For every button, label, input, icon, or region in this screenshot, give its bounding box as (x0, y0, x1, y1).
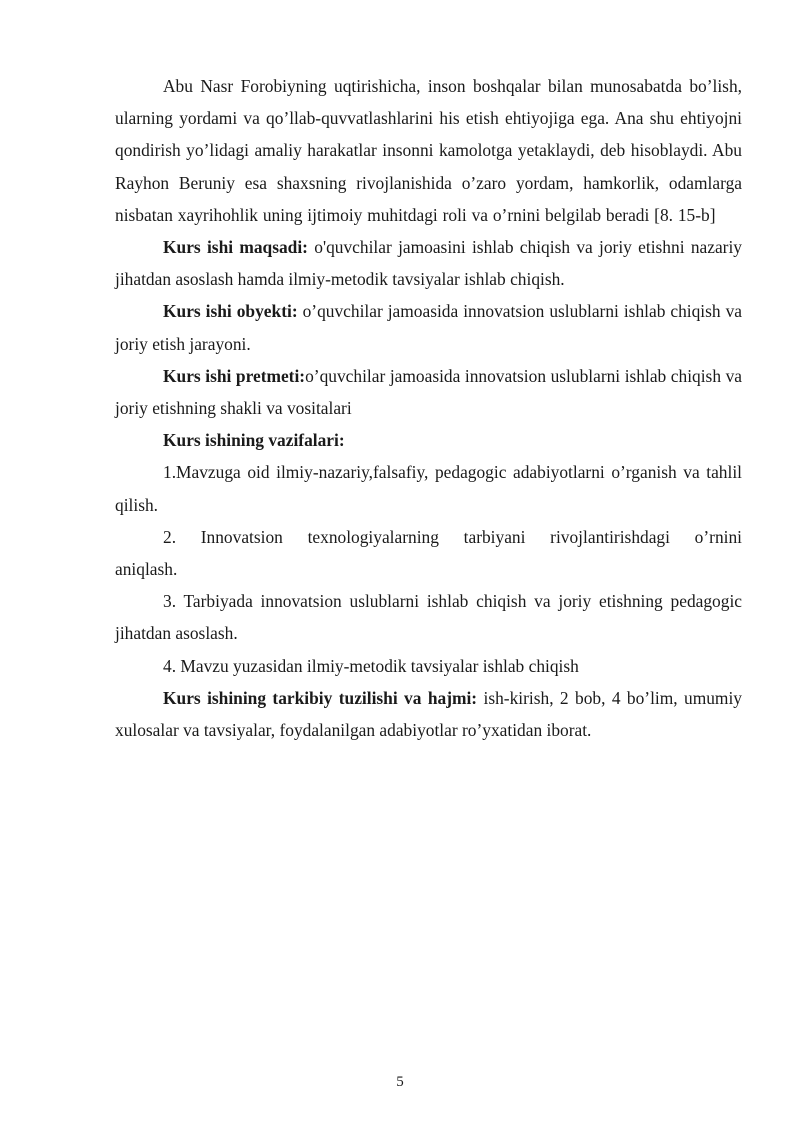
page-body (115, 70, 742, 746)
goal-paragraph (115, 231, 742, 295)
subject-text: o’quvchilar jamoasida innovatsion uslublarni ishlab chiqish va joriy etishning shakli va vositalari (115, 365, 742, 419)
object-label: Kurs ishi obyekti: (163, 301, 298, 322)
task-item-1: 1.Mavzuga oid ilmiy-nazariy,falsafiy, pedagogic adabiyotlarni o’rganish va tahlil qilish. (115, 462, 742, 515)
structure-paragraph (115, 682, 742, 746)
task-item-4: 4. Mavzu yuzasidan ilmiy-metodik tavsiyalar ishlab chiqish (163, 655, 579, 676)
structure-text: ish-kirish, 2 bob, 4 bo’lim, umumiy xulosalar va tavsiyalar, foydalanilgan adabiyotlar ro’yxatidan iborat. (115, 687, 742, 741)
object-text: o’quvchilar jamoasida innovatsion uslublarni ishlab chiqish va joriy etish jarayoni. (115, 301, 742, 354)
subject-paragraph (115, 360, 742, 424)
subject-label: Kurs ishi pretmeti: (163, 365, 306, 386)
task-item-2: 2. Innovatsion texnologiyalarning tarbiyani rivojlantirishdagi o’rnini aniqlash. (115, 526, 742, 580)
structure-label: Kurs ishining tarkibiy tuzilishi va hajmi: (163, 687, 478, 708)
goal-text: o'quvchilar jamoasini ishlab chiqish va joriy etishni nazariy jihatdan asoslash hamda ilmiy-metodik tavsiyalar ishlab chiqish. (115, 237, 742, 290)
task-item-3: 3. Tarbiyada innovatsion uslublarni ishlab chiqish va joriy etishning pedagogic jihatdan asoslash. (115, 591, 742, 644)
tasks-label: Kurs ishining vazifalari: (163, 430, 345, 451)
tasks-heading (115, 424, 742, 456)
page-number: 5 (396, 1074, 404, 1090)
intro-paragraph: Abu Nasr Forobiyning uqtirishicha, inson boshqalar bilan munosabatda bo’lish, ularning yordami va qo’llab-quvvatlashlarini his etish ehtiyojiga ega. Ana shu ehtiyojni qondirish yo’lidagi amaliy harakatlar insonni kamolotga yetaklaydi, deb hisoblaydi. Abu Rayhon Beruniy esa shaxsning rivojlanishida o’zaro yordam, hamkorlik, odamlarga nisbatan xayrihohlik uning ijtimoiy muhitdagi roli va o’rnini belgilab beradi [8. 15-b] (115, 76, 742, 225)
goal-label: Kurs ishi maqsadi: (163, 237, 308, 258)
object-paragraph (115, 295, 742, 359)
